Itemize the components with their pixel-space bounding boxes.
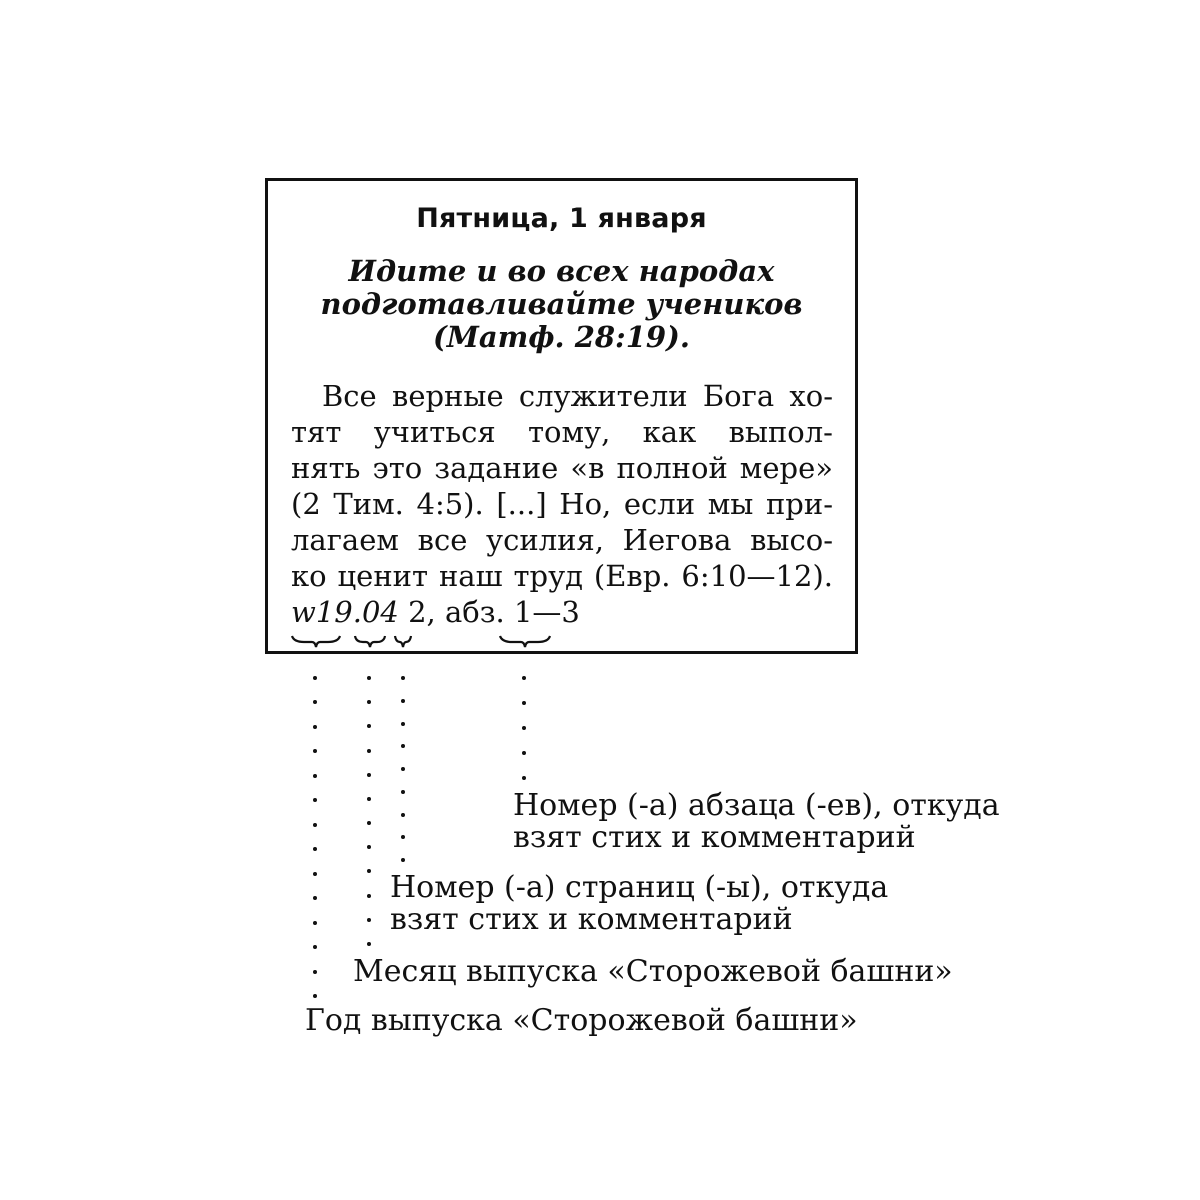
commentary-text bbox=[291, 378, 833, 630]
leader-dot bbox=[313, 774, 317, 778]
commentary-line: тят учиться тому, как выпол- bbox=[291, 415, 833, 449]
leader-dot bbox=[313, 676, 317, 680]
leader-dot bbox=[313, 823, 317, 827]
page-leader bbox=[401, 676, 405, 862]
month-caption bbox=[353, 956, 953, 988]
leader-dot bbox=[367, 918, 371, 922]
caption-line: взят стих и комментарий bbox=[513, 820, 916, 855]
month-leader bbox=[367, 676, 371, 946]
leader-dot bbox=[313, 872, 317, 876]
paragraph-caption bbox=[513, 790, 1000, 854]
caption-line: взят стих и комментарий bbox=[390, 902, 793, 937]
leader-dot bbox=[367, 773, 371, 777]
leader-dot bbox=[401, 676, 405, 680]
leader-dot bbox=[522, 776, 526, 780]
leader-dot bbox=[367, 676, 371, 680]
day-title: Пятница, 1 января bbox=[416, 203, 707, 234]
paragraph-leader bbox=[522, 676, 526, 780]
page-number: 2, bbox=[408, 595, 436, 629]
leader-dot bbox=[367, 700, 371, 704]
paragraph-label: абз. bbox=[444, 595, 505, 629]
leader-dot bbox=[367, 942, 371, 946]
leader-dot bbox=[522, 701, 526, 705]
leader-dot bbox=[367, 821, 371, 825]
leader-dot bbox=[522, 726, 526, 730]
leader-dot bbox=[313, 994, 317, 998]
leader-dot bbox=[367, 869, 371, 873]
year-caption bbox=[305, 1005, 858, 1037]
publication-code: w19.04 bbox=[291, 595, 399, 629]
caption-line: Год выпуска «Сторожевой башни» bbox=[305, 1003, 858, 1038]
daily-text-card bbox=[265, 178, 858, 654]
caption-line: Номер (-а) страниц (-ы), откуда bbox=[390, 870, 889, 905]
leader-dot bbox=[401, 858, 405, 862]
leader-dot bbox=[313, 700, 317, 704]
year-brace bbox=[290, 634, 342, 650]
leader-dot bbox=[367, 894, 371, 898]
leader-dot bbox=[313, 749, 317, 753]
commentary-line: (2 Тим. 4:5). [...] Но, если мы при- bbox=[291, 487, 833, 521]
month-brace bbox=[353, 634, 387, 650]
reference-line bbox=[291, 594, 833, 630]
commentary-line: Все верные служители Бога хо- bbox=[322, 379, 833, 413]
leader-dot bbox=[401, 767, 405, 771]
verse-line: подготавливайте учеников bbox=[320, 287, 803, 321]
leader-dot bbox=[401, 722, 405, 726]
leader-dot bbox=[313, 847, 317, 851]
year-leader bbox=[313, 676, 317, 998]
leader-dot bbox=[313, 896, 317, 900]
leader-dot bbox=[367, 749, 371, 753]
leader-dot bbox=[313, 725, 317, 729]
paragraph-brace bbox=[498, 634, 552, 650]
page-caption bbox=[390, 872, 888, 936]
leader-dot bbox=[313, 970, 317, 974]
commentary-line: ко ценит наш труд (Евр. 6:10—12). bbox=[291, 559, 833, 593]
leader-dot bbox=[401, 699, 405, 703]
leader-dot bbox=[522, 751, 526, 755]
verse-line: (Матф. 28:19). bbox=[433, 320, 690, 354]
leader-dot bbox=[313, 945, 317, 949]
caption-line: Номер (-а) абзаца (-ев), откуда bbox=[513, 788, 1000, 823]
leader-dot bbox=[367, 845, 371, 849]
page-brace bbox=[393, 634, 413, 650]
leader-dot bbox=[401, 790, 405, 794]
paragraph-numbers: 1—3 bbox=[513, 595, 580, 629]
leader-dot bbox=[367, 724, 371, 728]
leader-dot bbox=[401, 744, 405, 748]
leader-dot bbox=[313, 921, 317, 925]
leader-dot bbox=[313, 798, 317, 802]
leader-dot bbox=[522, 676, 526, 680]
leader-dot bbox=[401, 813, 405, 817]
caption-line: Месяц выпуска «Сторожевой башни» bbox=[353, 954, 953, 989]
verse-line: Идите и во всех народах bbox=[348, 254, 775, 288]
leader-dot bbox=[401, 835, 405, 839]
commentary-line: лагаем все усилия, Иегова высо- bbox=[291, 523, 833, 557]
leader-dot bbox=[367, 797, 371, 801]
theme-verse bbox=[288, 255, 835, 354]
commentary-line: нять это задание «в полной мере» bbox=[291, 451, 833, 485]
